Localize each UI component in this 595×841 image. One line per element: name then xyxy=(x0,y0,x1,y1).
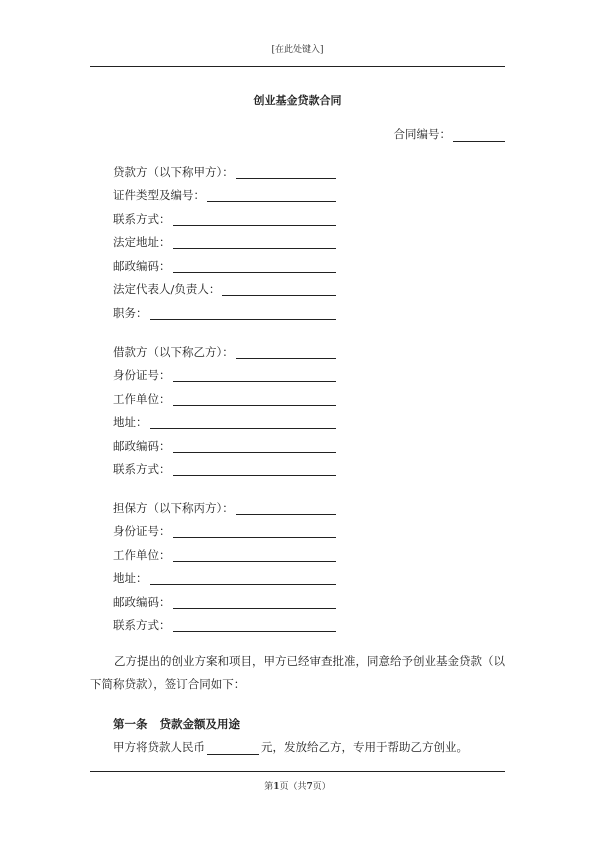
loan-amount-blank[interactable] xyxy=(207,742,259,755)
lender-field-row xyxy=(113,276,336,300)
footer-divider xyxy=(90,771,505,772)
lender-field-row xyxy=(113,158,336,182)
borrower-field-row xyxy=(113,338,336,362)
field-blank[interactable] xyxy=(236,501,336,515)
contract-number-field xyxy=(394,126,506,142)
article-text-before: 甲方将贷款人民币 xyxy=(113,740,205,754)
field-label: 担保方（以下称丙方）： xyxy=(113,500,234,515)
field-blank[interactable] xyxy=(173,595,337,609)
lender-field-row xyxy=(113,182,336,206)
field-blank[interactable] xyxy=(173,618,337,632)
footer-suffix: 页） xyxy=(312,782,331,792)
borrower-field-row xyxy=(113,362,336,386)
guarantor-field-row xyxy=(113,494,336,518)
field-blank[interactable] xyxy=(173,524,337,538)
field-blank[interactable] xyxy=(173,548,337,562)
field-label: 联系方式： xyxy=(113,211,171,226)
field-label: 邮政编码： xyxy=(113,594,171,609)
guarantor-field-row xyxy=(113,518,336,542)
field-blank[interactable] xyxy=(222,282,336,296)
article-1-heading xyxy=(113,716,240,732)
field-blank[interactable] xyxy=(173,368,337,382)
field-blank[interactable] xyxy=(173,439,337,453)
header-divider xyxy=(90,66,505,67)
article-text-after: 元，发放给乙方，专用于帮助乙方创业。 xyxy=(261,740,468,754)
field-label: 联系方式： xyxy=(113,462,171,476)
guarantor-field-row xyxy=(113,565,336,589)
field-blank[interactable] xyxy=(173,259,337,273)
field-label: 法定地址： xyxy=(113,235,171,249)
field-label: 联系方式： xyxy=(113,618,171,632)
article-number: 第一条 xyxy=(113,717,148,731)
field-label: 地址： xyxy=(113,571,148,585)
guarantor-field-row xyxy=(113,541,336,565)
borrower-field-row xyxy=(113,385,336,409)
page-footer xyxy=(90,779,505,792)
contract-number-label: 合同编号： xyxy=(393,127,451,141)
field-label: 法定代表人/负责人： xyxy=(113,282,221,296)
field-label: 证件类型及编号： xyxy=(113,188,205,202)
article-1-text xyxy=(113,739,468,755)
field-label: 身份证号： xyxy=(113,368,171,382)
field-label: 工作单位： xyxy=(113,547,171,562)
field-label: 职务： xyxy=(113,305,148,320)
guarantor-section xyxy=(113,494,336,635)
lender-field-row xyxy=(113,229,336,253)
field-label: 地址： xyxy=(113,415,148,429)
field-blank[interactable] xyxy=(173,235,337,249)
field-label: 邮政编码： xyxy=(113,258,171,273)
field-label: 身份证号： xyxy=(113,524,171,538)
field-label: 工作单位： xyxy=(113,391,171,406)
article-title: 贷款金额及用途 xyxy=(159,717,240,731)
field-blank[interactable] xyxy=(150,571,337,585)
borrower-field-row xyxy=(113,432,336,456)
field-blank[interactable] xyxy=(173,392,337,406)
page-header: [在此处键入] xyxy=(271,45,324,55)
field-blank[interactable] xyxy=(236,345,336,359)
footer-page-number: 1 xyxy=(273,782,280,792)
field-blank[interactable] xyxy=(150,415,337,429)
borrower-field-row xyxy=(113,409,336,433)
field-blank[interactable] xyxy=(173,212,337,226)
contract-number-blank[interactable] xyxy=(453,129,505,142)
guarantor-field-row xyxy=(113,588,336,612)
intro-paragraph: 乙方提出的创业方案和项目，甲方已经审查批准，同意给予创业基金贷款（以下简称贷款），签订合同如下： xyxy=(90,654,505,691)
field-label: 邮政编码： xyxy=(113,438,171,453)
field-blank[interactable] xyxy=(150,306,337,320)
lender-field-row xyxy=(113,299,336,323)
lender-field-row xyxy=(113,205,336,229)
field-label: 贷款方（以下称甲方）： xyxy=(113,164,234,179)
field-blank[interactable] xyxy=(173,462,337,476)
document-title: 创业基金贷款合同 xyxy=(253,94,342,107)
footer-total-pages: 7 xyxy=(306,782,313,792)
footer-prefix: 第 xyxy=(264,782,274,792)
borrower-field-row xyxy=(113,456,336,480)
field-blank[interactable] xyxy=(236,165,336,179)
field-blank[interactable] xyxy=(207,188,336,202)
lender-section xyxy=(113,158,336,323)
guarantor-field-row xyxy=(113,612,336,636)
borrower-section xyxy=(113,338,336,479)
field-label: 借款方（以下称乙方）： xyxy=(113,344,234,359)
lender-field-row xyxy=(113,252,336,276)
footer-middle: 页（共 xyxy=(279,782,307,792)
